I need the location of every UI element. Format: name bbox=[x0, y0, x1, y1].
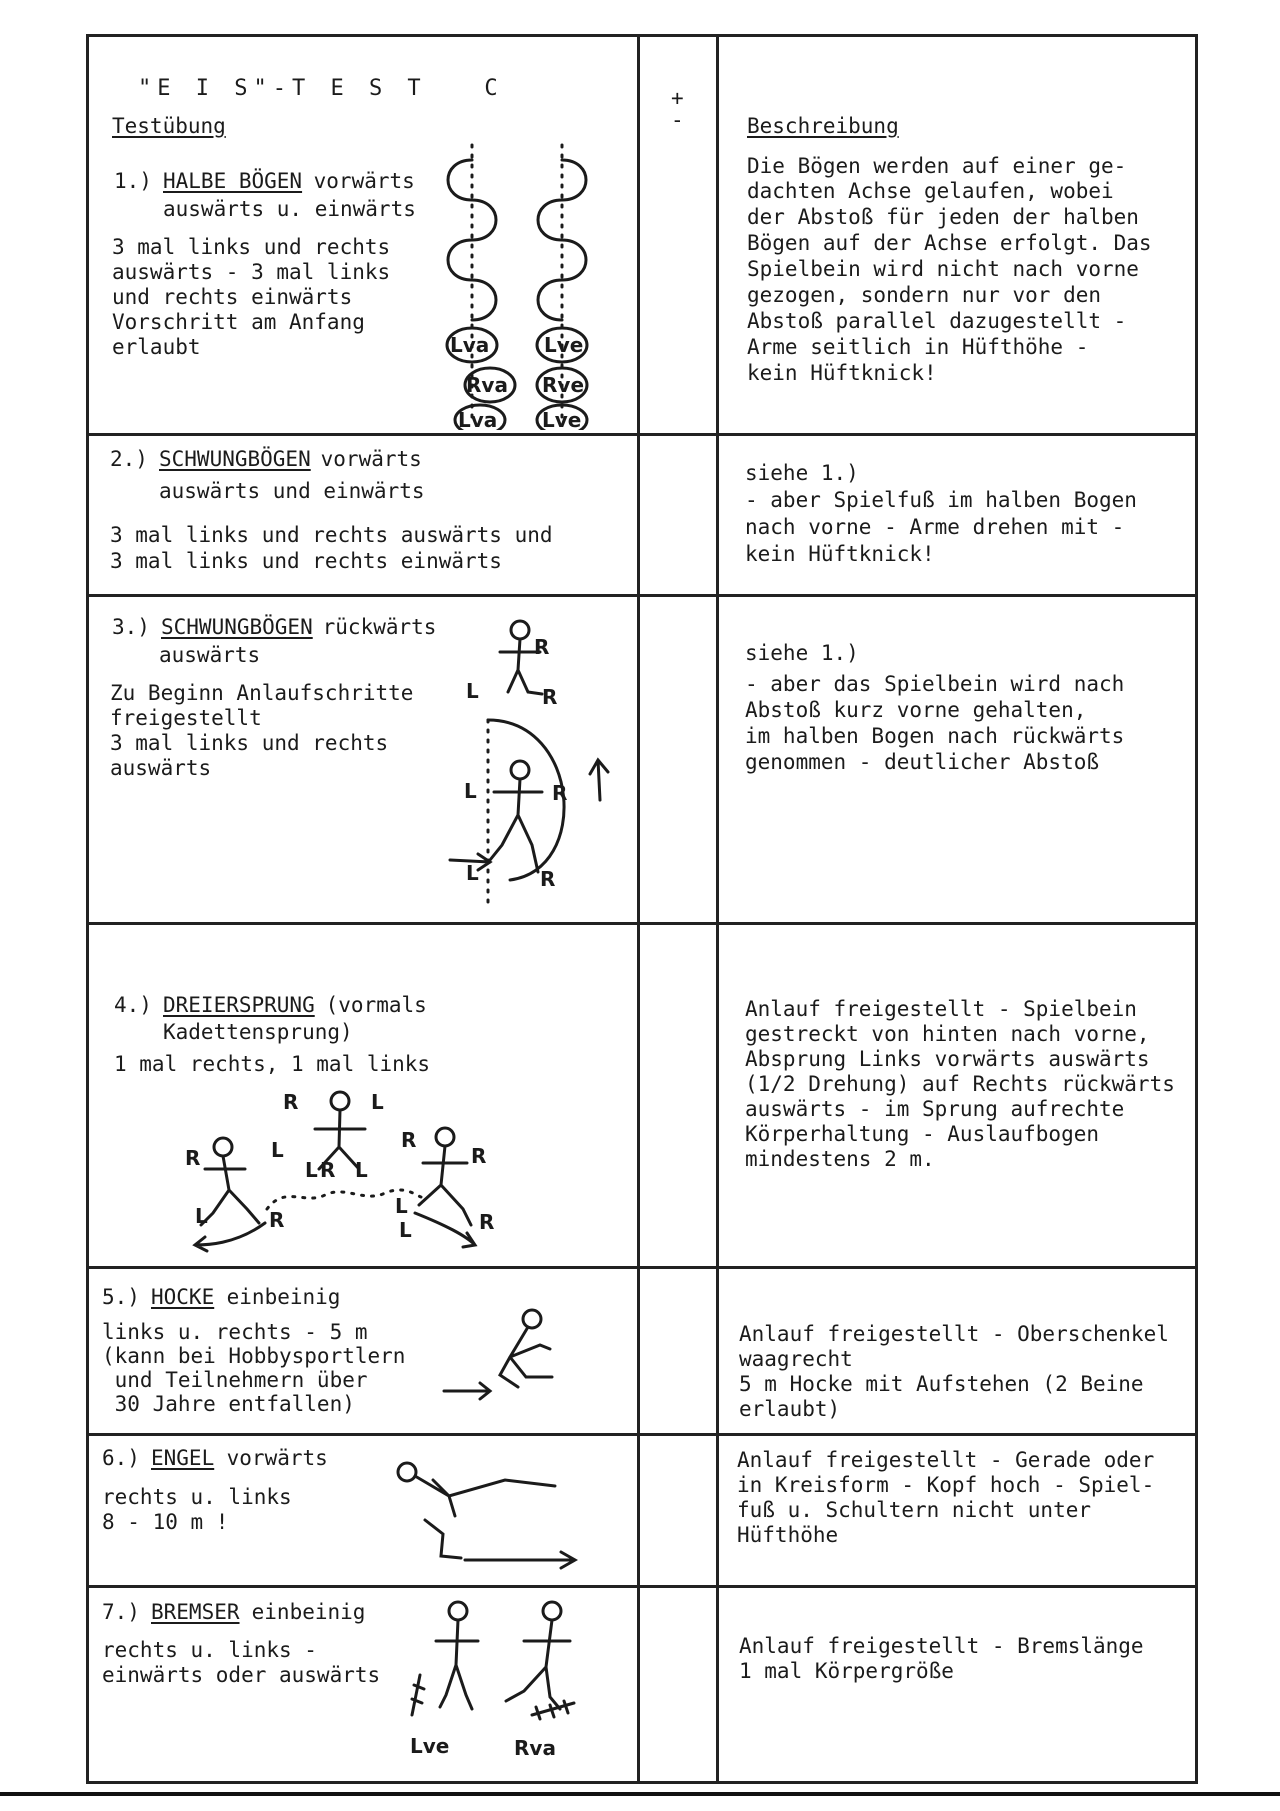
table-border-right bbox=[1195, 34, 1198, 1784]
description-1-line: Abstoß parallel dazugestellt - bbox=[747, 309, 1127, 333]
exercise-1-detail: erlaubt bbox=[112, 335, 201, 359]
sketch-label: R bbox=[185, 1146, 201, 1170]
description-4-line: Absprung Links vorwärts auswärts bbox=[745, 1047, 1150, 1071]
exercise-1-name-rest: vorwärts bbox=[301, 169, 415, 193]
description-2-line: nach vorne - Arme drehen mit - bbox=[745, 515, 1125, 539]
exercise-6-detail: 8 - 10 m ! bbox=[102, 1510, 229, 1534]
exercise-1-detail: Vorschritt am Anfang bbox=[112, 310, 365, 334]
description-3-line: siehe 1.) bbox=[745, 641, 859, 665]
description-7-line: Anlauf freigestellt - Bremslänge bbox=[739, 1634, 1144, 1658]
description-1-line: Arme seitlich in Hüfthöhe - bbox=[747, 335, 1089, 359]
braking-figures-diagram bbox=[400, 1595, 590, 1775]
exercise-3-number: 3.) bbox=[112, 615, 150, 639]
exercise-5-detail: 30 Jahre entfallen) bbox=[102, 1392, 355, 1416]
sketch-label: Lve bbox=[544, 333, 584, 357]
exercise-7-name-rest: einbeinig bbox=[239, 1600, 366, 1624]
description-4-line: auswärts - im Sprung aufrechte bbox=[745, 1097, 1125, 1121]
exercise-4-detail: 1 mal rechts, 1 mal links bbox=[114, 1052, 431, 1076]
column-header-exercise: Testübung bbox=[112, 114, 226, 138]
sketch-label: R bbox=[320, 1158, 336, 1182]
exercise-5-detail: links u. rechts - 5 m bbox=[102, 1320, 368, 1344]
exercise-1-detail: 3 mal links und rechts bbox=[112, 235, 391, 259]
sketch-label: Lva bbox=[450, 333, 490, 357]
exercise-7-sketch bbox=[400, 1595, 590, 1775]
sketch-label: L bbox=[355, 1158, 368, 1182]
description-3-line: - aber das Spielbein wird nach bbox=[745, 672, 1125, 696]
exercise-2-detail: 3 mal links und rechts einwärts bbox=[110, 549, 502, 573]
description-4-line: (1/2 Drehung) auf Rechts rückwärts bbox=[745, 1072, 1175, 1096]
description-2-line: siehe 1.) bbox=[745, 461, 859, 485]
exercise-1-subtitle: auswärts u. einwärts bbox=[163, 197, 416, 221]
sketch-label: L bbox=[195, 1204, 208, 1228]
exercise-4-number: 4.) bbox=[114, 993, 152, 1017]
description-1-line: dachten Achse gelaufen, wobei bbox=[747, 179, 1114, 203]
table-border-bottom bbox=[88, 1781, 1198, 1784]
sketch-label: L bbox=[466, 861, 479, 885]
description-4-line: mindestens 2 m. bbox=[745, 1147, 935, 1171]
description-4-line: gestreckt von hinten nach vorne, bbox=[745, 1022, 1150, 1046]
exercise-7-detail: einwärts oder auswärts bbox=[102, 1663, 381, 1687]
exercise-2-name: SCHWUNGBÖGEN bbox=[159, 447, 311, 471]
exercise-6-name-rest: vorwärts bbox=[214, 1446, 328, 1470]
row-divider-5 bbox=[88, 1433, 1198, 1436]
description-1-line: der Abstoß für jeden der halben bbox=[747, 205, 1139, 229]
exercise-3-sketch bbox=[430, 610, 620, 910]
exercise-3-name-rest: rückwärts bbox=[310, 615, 437, 639]
table-border-left bbox=[86, 34, 89, 1784]
sketch-label: R bbox=[534, 635, 550, 659]
sketch-label: L bbox=[271, 1138, 284, 1162]
sketch-label: R bbox=[401, 1128, 417, 1152]
exercise-2-subtitle: auswärts und einwärts bbox=[159, 479, 425, 503]
description-6-line: Anlauf freigestellt - Gerade oder bbox=[737, 1448, 1155, 1472]
exercise-1-detail: und rechts einwärts bbox=[112, 285, 353, 309]
exercise-3-detail: Zu Beginn Anlaufschritte bbox=[110, 681, 414, 705]
description-2-line: - aber Spielfuß im halben Bogen bbox=[745, 488, 1137, 512]
sketch-label: Rva bbox=[466, 373, 508, 397]
sketch-label: L bbox=[305, 1158, 318, 1182]
exercise-1-sketch bbox=[420, 140, 620, 430]
sketch-label: Lve bbox=[410, 1734, 450, 1758]
exercise-3-subtitle: auswärts bbox=[159, 643, 261, 667]
sketch-label: R bbox=[283, 1090, 299, 1114]
description-5-line: 5 m Hocke mit Aufstehen (2 Beine bbox=[739, 1372, 1144, 1396]
exercise-3-detail: 3 mal links und rechts bbox=[110, 731, 389, 755]
sketch-label: Lve bbox=[542, 408, 582, 430]
description-6-line: fuß u. Schultern nicht unter bbox=[737, 1498, 1092, 1522]
sketch-label: L bbox=[464, 779, 477, 803]
exercise-5-detail: und Teilnehmern über bbox=[102, 1368, 368, 1392]
description-2-line: kein Hüftknick! bbox=[745, 542, 935, 566]
exercise-2-name-rest: vorwärts bbox=[308, 447, 422, 471]
exercise-5-number: 5.) bbox=[102, 1285, 140, 1309]
exercise-4-sketch bbox=[175, 1085, 515, 1260]
row-divider-2 bbox=[88, 594, 1198, 597]
description-7-line: 1 mal Körpergröße bbox=[739, 1659, 954, 1683]
document-title: "E I S"-T E S T C bbox=[138, 76, 504, 101]
page-bottom-rule bbox=[0, 1792, 1280, 1796]
exercise-6-name: ENGEL bbox=[151, 1446, 215, 1470]
sketch-label: L bbox=[371, 1090, 384, 1114]
squat-figure-diagram bbox=[440, 1305, 580, 1405]
description-1-line: Spielbein wird nicht nach vorne bbox=[747, 257, 1139, 281]
column-divider-exercise bbox=[637, 34, 640, 1784]
sketch-label: L bbox=[399, 1218, 412, 1242]
sketch-label: Rva bbox=[514, 1736, 556, 1760]
half-arcs-diagram bbox=[420, 140, 620, 430]
description-4-line: Körperhaltung - Auslaufbogen bbox=[745, 1122, 1100, 1146]
exercise-5-detail: (kann bei Hobbysportlern bbox=[102, 1344, 406, 1368]
column-header-plus: + bbox=[671, 86, 684, 110]
row-divider-3 bbox=[88, 922, 1198, 925]
sketch-label: R bbox=[471, 1144, 487, 1168]
exercise-2-detail: 3 mal links und rechts auswärts und bbox=[110, 523, 553, 547]
exercise-6-detail: rechts u. links bbox=[102, 1485, 292, 1509]
exercise-5-name: HOCKE bbox=[151, 1285, 215, 1309]
description-6-line: Hüfthöhe bbox=[737, 1523, 839, 1547]
sketch-label: R bbox=[552, 781, 568, 805]
description-1-line: Die Bögen werden auf einer ge- bbox=[747, 154, 1127, 178]
sketch-label: R bbox=[269, 1208, 285, 1232]
column-divider-marks bbox=[716, 34, 719, 1784]
three-jump-diagram bbox=[175, 1085, 515, 1260]
exercise-4-name-rest: (vormals bbox=[313, 993, 427, 1017]
description-5-line: waagrecht bbox=[739, 1347, 853, 1371]
description-6-line: in Kreisform - Kopf hoch - Spiel- bbox=[737, 1473, 1155, 1497]
exercise-6-number: 6.) bbox=[102, 1446, 140, 1470]
sketch-label: R bbox=[540, 867, 556, 891]
exercise-7-name: BREMSER bbox=[151, 1600, 240, 1624]
row-divider-1 bbox=[88, 433, 1198, 436]
sketch-label: Lva bbox=[458, 408, 498, 430]
description-3-line: genommen - deutlicher Abstoß bbox=[745, 750, 1100, 774]
exercise-1-detail: auswärts - 3 mal links bbox=[112, 260, 391, 284]
description-1-line: Bögen auf der Achse erfolgt. Das bbox=[747, 231, 1152, 255]
exercise-3-detail: auswärts bbox=[110, 756, 212, 780]
exercise-7-detail: rechts u. links - bbox=[102, 1638, 317, 1662]
column-header-minus: - bbox=[671, 108, 684, 132]
description-4-line: Anlauf freigestellt - Spielbein bbox=[745, 997, 1137, 1021]
column-header-description: Beschreibung bbox=[747, 114, 899, 138]
sketch-label: Rve bbox=[542, 373, 585, 397]
spiral-figure-diagram bbox=[385, 1450, 585, 1575]
exercise-1-name: HALBE BÖGEN bbox=[163, 169, 303, 193]
sketch-label: R bbox=[479, 1210, 495, 1234]
description-1-line: kein Hüftknick! bbox=[747, 361, 937, 385]
exercise-3-detail: freigestellt bbox=[110, 706, 262, 730]
table-border-top bbox=[88, 34, 1198, 37]
description-1-line: gezogen, sondern nur vor den bbox=[747, 283, 1102, 307]
exercise-5-name-rest: einbeinig bbox=[214, 1285, 341, 1309]
description-5-line: erlaubt) bbox=[739, 1397, 841, 1421]
exercise-7-number: 7.) bbox=[102, 1600, 140, 1624]
description-3-line: Abstoß kurz vorne gehalten, bbox=[745, 698, 1087, 722]
description-5-line: Anlauf freigestellt - Oberschenkel bbox=[739, 1322, 1169, 1346]
exercise-4-subtitle: Kadettensprung) bbox=[163, 1020, 353, 1044]
row-divider-4 bbox=[88, 1266, 1198, 1269]
back-swing-arcs-diagram bbox=[430, 610, 620, 910]
sketch-label: L bbox=[466, 679, 479, 703]
exercise-2-number: 2.) bbox=[110, 447, 148, 471]
exercise-1-number: 1.) bbox=[114, 169, 152, 193]
exercise-6-sketch bbox=[385, 1450, 585, 1575]
row-divider-6 bbox=[88, 1585, 1198, 1588]
exercise-3-name: SCHWUNGBÖGEN bbox=[161, 615, 313, 639]
sketch-label: L bbox=[395, 1194, 408, 1218]
description-3-line: im halben Bogen nach rückwärts bbox=[745, 724, 1125, 748]
exercise-5-sketch bbox=[440, 1305, 580, 1405]
exercise-4-name: DREIERSPRUNG bbox=[163, 993, 315, 1017]
sketch-label: R bbox=[542, 685, 558, 709]
